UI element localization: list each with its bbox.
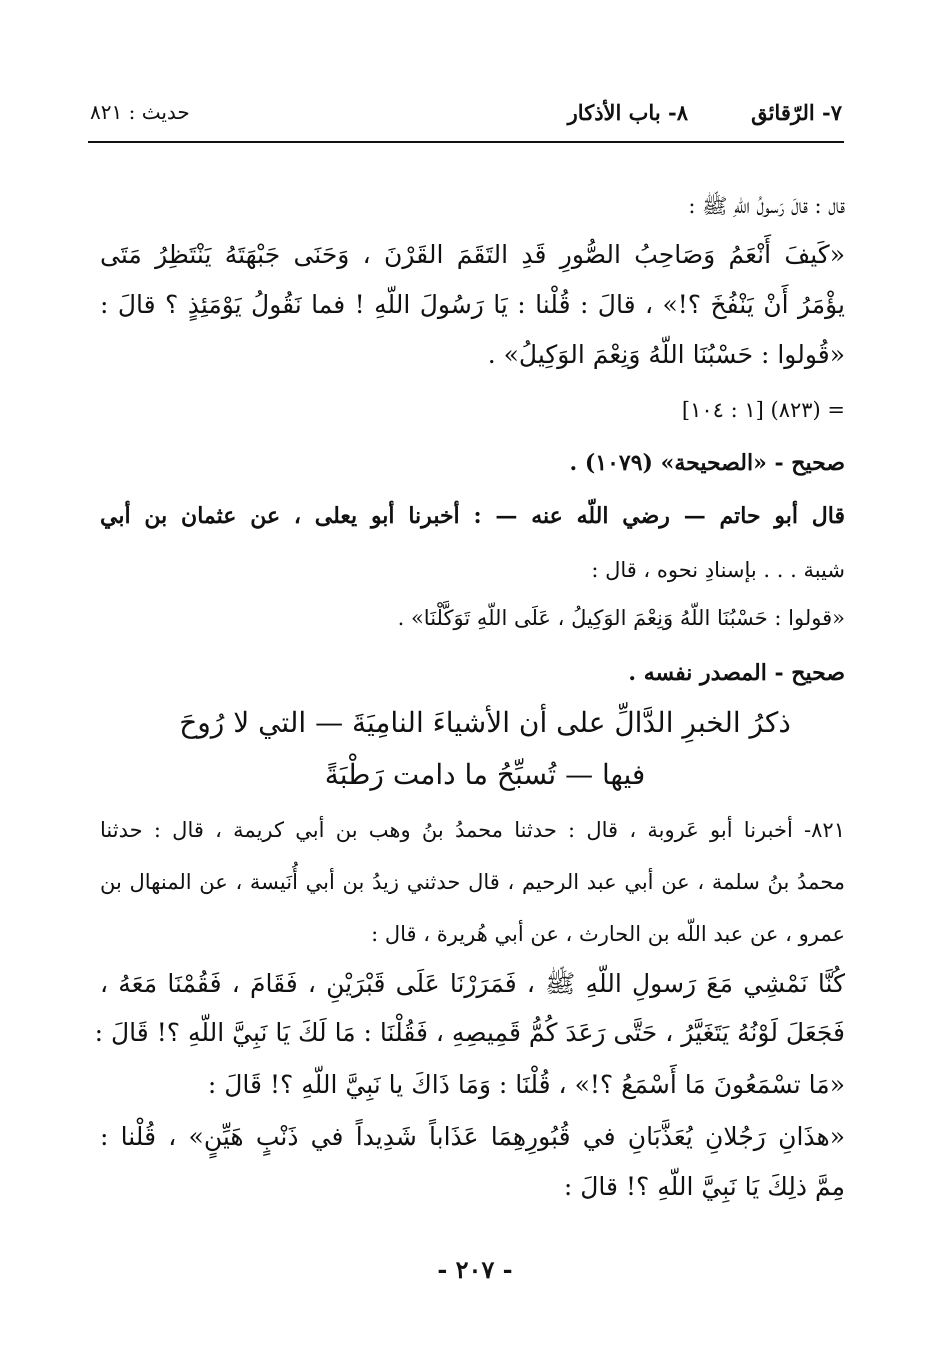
text-line: = (٨٢٣) [١ : ١٠٤] bbox=[681, 398, 845, 422]
hadith-line: محمدُ بنُ سلمة ، عن أبي عبد الرحيم ، قال حدثني زيدُ بن أبي أُنَيسة ، عن المنهال بن bbox=[100, 870, 845, 894]
text-line: قال : قالَ رَسولُ اللّهِ ﷺ : bbox=[688, 194, 845, 218]
text-line: «قولوا : حَسْبُنَا اللّهُ وَنِعْمَ الوَكِيلُ ، عَلَى اللّهِ تَوَكَّلْنَا» . bbox=[397, 606, 845, 630]
section-header: ٨- باب الأذكار bbox=[567, 100, 688, 125]
hadith-line: كُنَّا نَمْشِي مَعَ رَسولِ اللّهِ ﷺ ، فَمَرَرْنَا عَلَى قَبْرَيْنِ ، فَقَامَ ، فَقُمْنَا مَعَهُ ، bbox=[100, 969, 845, 998]
hadith-reference: حديث : ٨٢١ bbox=[90, 100, 190, 124]
grading-line: صحيح - «الصحيحة» (١٠٧٩) . bbox=[569, 450, 845, 476]
text-line: يؤْمَرُ أَنْ يَنْفُخَ ؟!» ، قالَ : قُلْنا : يَا رَسُولَ اللّهِ ! فما نَقُولُ يَوْمَئِذٍ ؟ قالَ : bbox=[100, 290, 846, 319]
text-line: شيبة . . . بإسنادِ نحوه ، قال : bbox=[591, 558, 845, 582]
hadith-line: فَجَعَلَ لَوْنُهُ يَتَغَيَّرُ ، حَتَّى رَعَدَ كُمُّ قَمِيصِهِ ، فَقُلْنَا : مَا لَكَ يَا نَبِيَّ اللّهِ ؟! قَالَ : bbox=[94, 1018, 845, 1047]
chapter-title-line2: فيها — تُسبِّحُ ما دامت رَطْبَةً bbox=[324, 758, 646, 791]
text-line: قال أبو حاتم — رضي اللّه عنه — : أخبرنا أبو يعلى ، عن عثمان بن أبي bbox=[100, 503, 845, 529]
hadith-line: ٨٢١- أخبرنا أبو عَروبة ، قال : حدثنا محمدُ بنُ وهب بن أبي كريمة ، قال : حدثنا bbox=[100, 818, 845, 842]
chapter-header: ٧- الرّقائق bbox=[751, 100, 842, 125]
grading-line: صحيح - المصدر نفسه . bbox=[628, 660, 845, 686]
text-line: «كَيفَ أَنْعَمُ وَصَاحِبُ الصُّورِ قَدِ التَقَمَ القَرْنَ ، وَحَنَى جَبْهَتَهُ يَنْتَظِرُ مَتَى bbox=[100, 240, 845, 269]
chapter-title-line1: ذكرُ الخبرِ الدَّالِّ على أن الأشياءَ النامِيَةَ — التي لا رُوحَ bbox=[179, 706, 791, 739]
hadith-line: «مَا تسْمَعُونَ مَا أَسْمَعُ ؟!» ، قُلْنَا : وَمَا ذَاكَ يا نَبِيَّ اللّهِ ؟! قَالَ : bbox=[207, 1070, 845, 1099]
hadith-line: مِمَّ ذلِكَ يَا نَبِيَّ اللّهِ ؟! قالَ : bbox=[563, 1172, 845, 1201]
text-line: «قُولوا : حَسْبُنَا اللّهُ وَنِعْمَ الوَكِيلُ» . bbox=[487, 340, 845, 369]
hadith-line: عمرو ، عن عبد اللّه بن الحارث ، عن أبي هُريرة ، قال : bbox=[371, 922, 845, 946]
hadith-line: «هذَانِ رَجُلانِ يُعَذَّبَانِ في قُبُورِهِمَا عَذَاباً شَدِيداً في ذَنْبٍ هَيِّنٍ» ، قُلْنا : bbox=[100, 1122, 845, 1151]
page-number: - ٢٠٧ - bbox=[437, 1255, 513, 1284]
header-divider bbox=[88, 141, 844, 143]
